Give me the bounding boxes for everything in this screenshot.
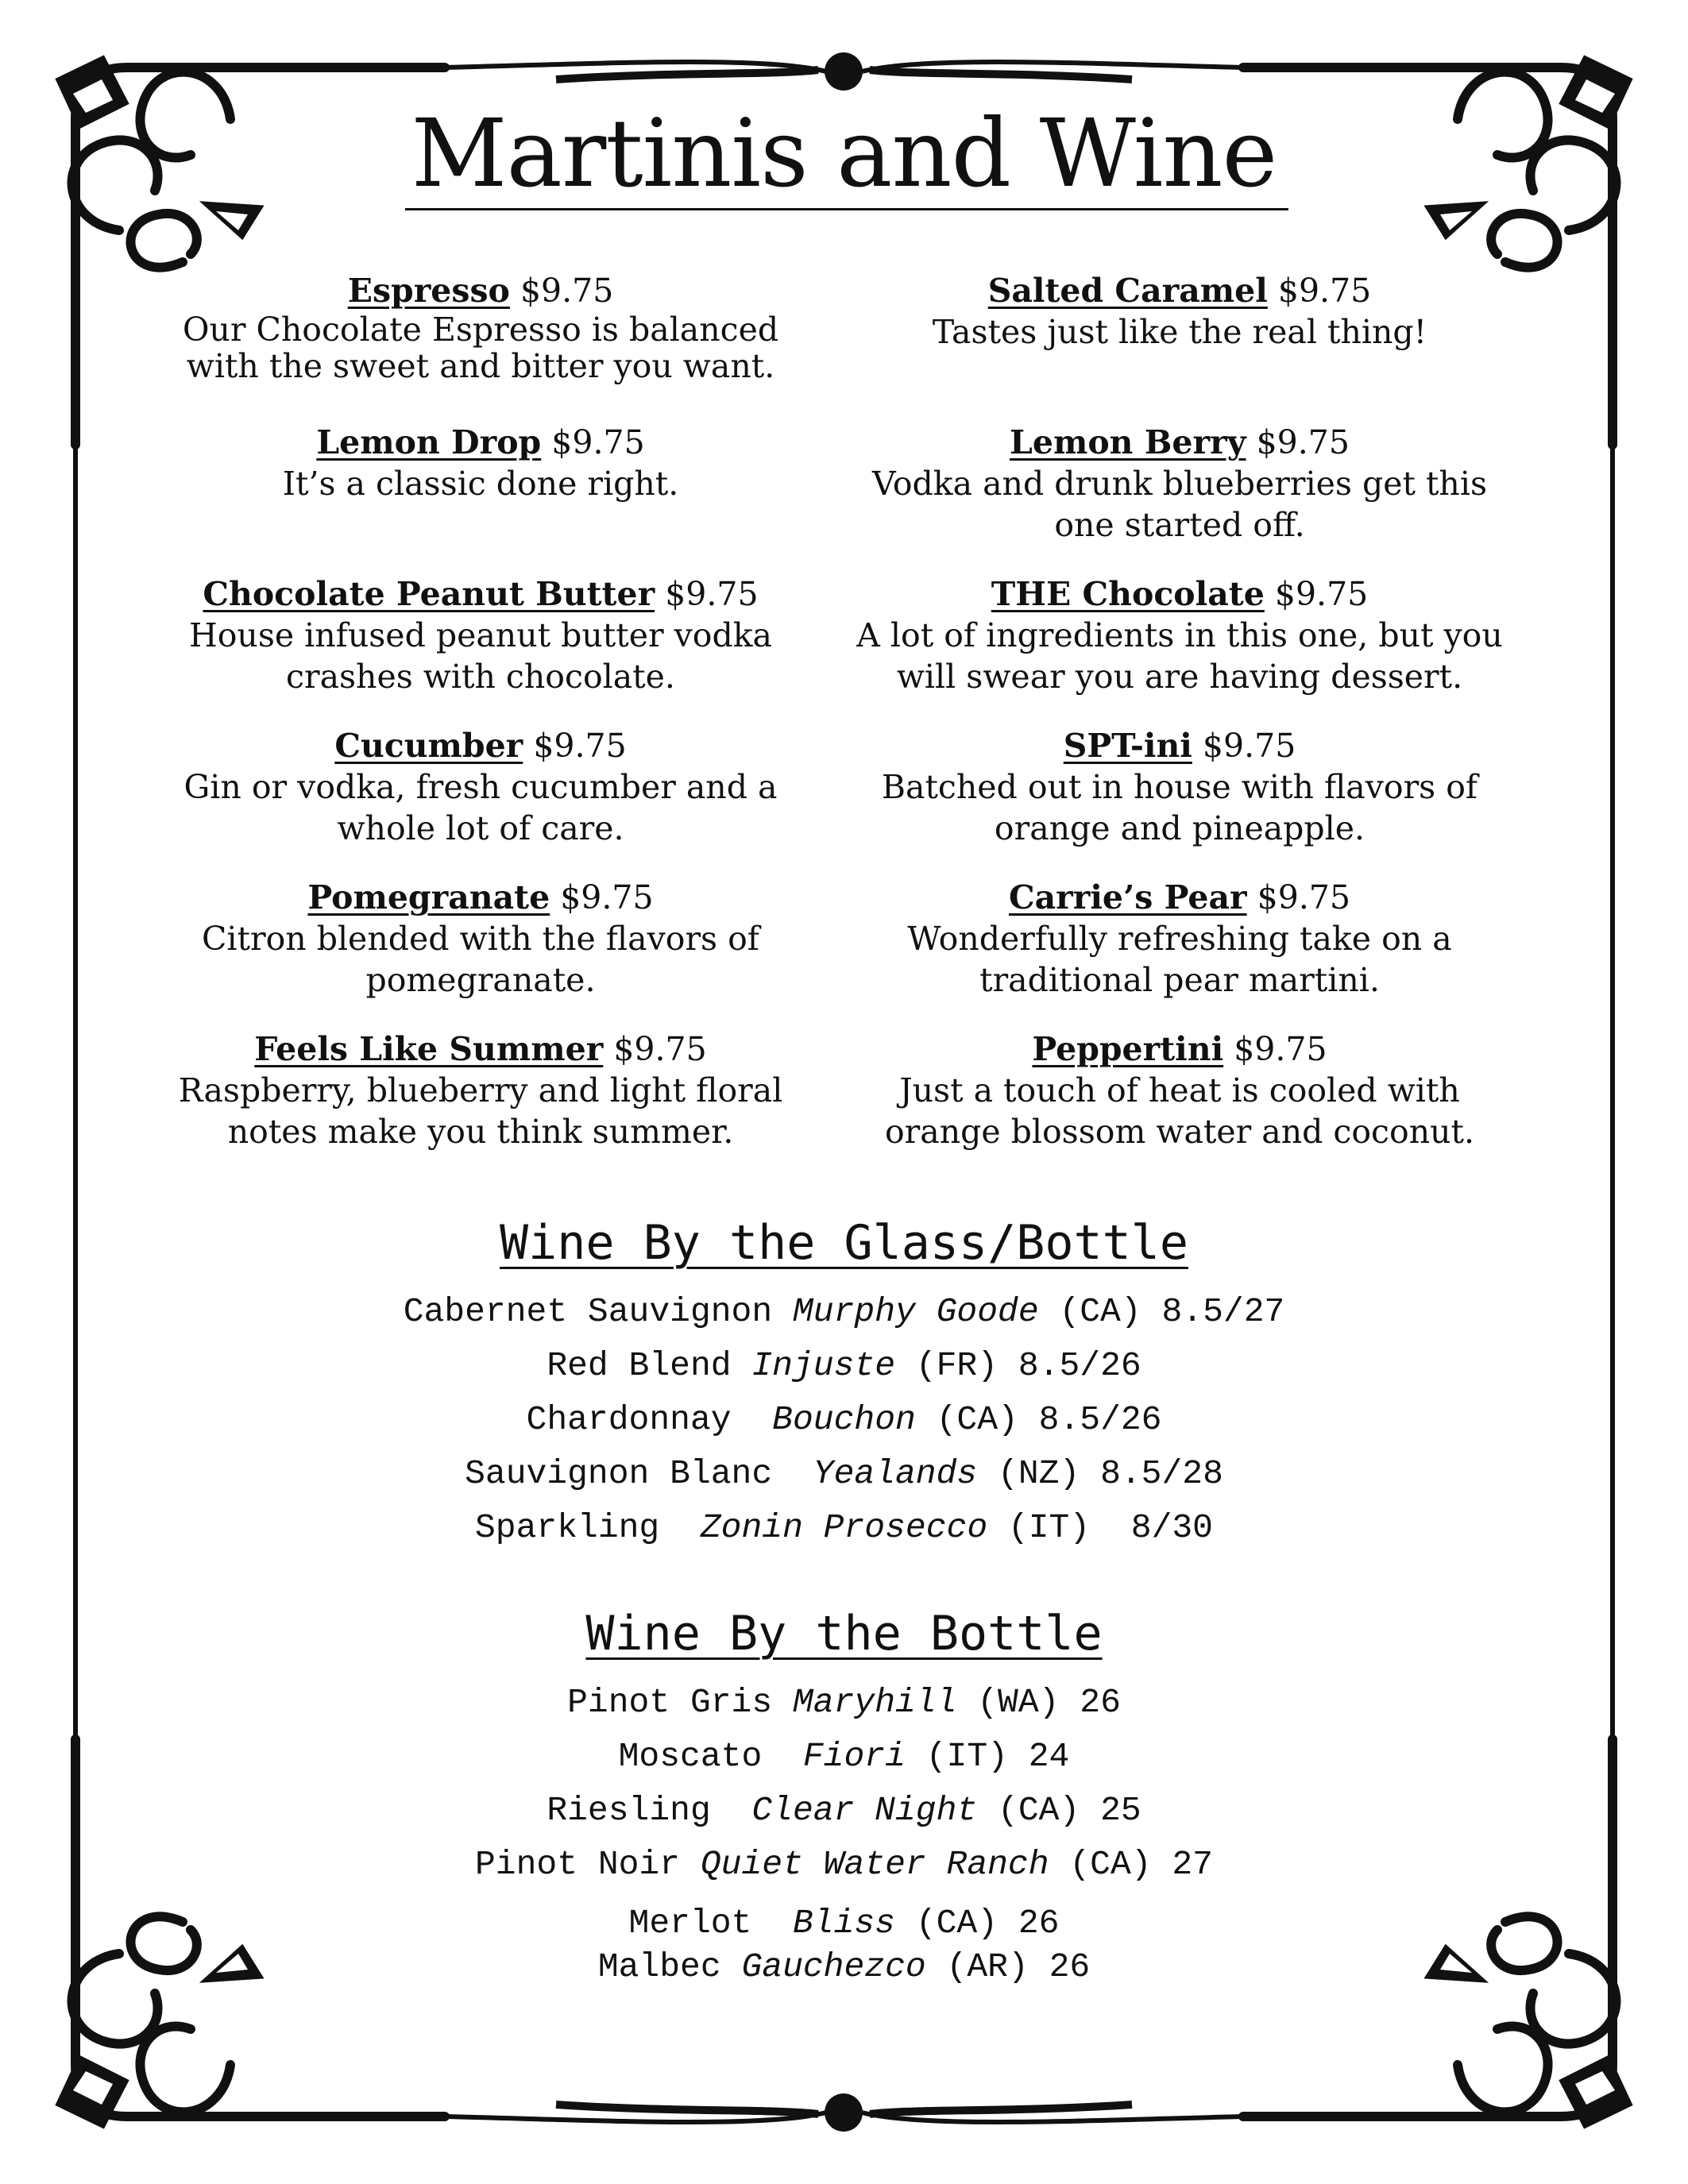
item-name: SPT-ini <box>1063 727 1192 765</box>
wine-item <box>0 1447 1688 1501</box>
item-price: $9.75 <box>1274 575 1369 613</box>
wine-glass-list <box>0 1285 1688 1555</box>
item-name: Salted Caramel <box>987 272 1268 310</box>
wine-item <box>0 1285 1688 1339</box>
wine-price: 26 <box>1049 1947 1091 1986</box>
wine-producer: Quiet Water Ranch <box>700 1845 1049 1884</box>
wine-varietal: Riesling <box>547 1791 711 1830</box>
wine-region: (AR) <box>946 1947 1029 1986</box>
wine-item <box>0 1892 1688 1943</box>
item-desc-line: Batched out in house with flavors of <box>881 768 1478 806</box>
wine-producer: Clear Night <box>751 1791 978 1830</box>
item-price: $9.75 <box>1256 423 1350 461</box>
wine-item <box>0 1784 1688 1838</box>
wine-price: 27 <box>1172 1845 1213 1884</box>
wine-producer: Zonin Prosecco <box>700 1508 988 1547</box>
item-desc-line: orange blossom water and coconut. <box>884 1113 1475 1151</box>
item-desc-line: one started off. <box>1054 506 1305 544</box>
wine-region: (NZ) <box>998 1454 1080 1493</box>
wine-region: (IT) <box>1007 1508 1091 1547</box>
item-desc-line: Raspberry, blueberry and light floral <box>178 1071 783 1109</box>
wine-price: 26 <box>1018 1904 1060 1943</box>
wine-region: (IT) <box>925 1737 1008 1776</box>
item-name: Peppertini <box>1032 1030 1224 1068</box>
item-price: $9.75 <box>665 575 759 613</box>
wine-item <box>0 1730 1688 1784</box>
wine-price: 8.5/27 <box>1161 1292 1285 1331</box>
item-price: $9.75 <box>1234 1030 1327 1068</box>
item-desc-line: traditional pear martini. <box>979 961 1380 999</box>
wine-price: 8.5/26 <box>1018 1346 1141 1385</box>
wine-varietal: Chardonnay <box>526 1400 732 1439</box>
item-name: Pomegranate <box>307 878 550 916</box>
item-desc-line: will swear you are having dessert. <box>896 658 1463 696</box>
wine-price: 26 <box>1080 1683 1121 1722</box>
martini-item <box>838 725 1521 849</box>
item-desc-line: notes make you think summer. <box>227 1113 734 1151</box>
item-name: Feels Like Summer <box>254 1030 604 1068</box>
item-name: Chocolate Peanut Butter <box>203 575 655 613</box>
item-price: $9.75 <box>551 423 645 461</box>
martini-item <box>139 877 822 1001</box>
martini-item <box>139 270 822 384</box>
item-desc-line: whole lot of care. <box>337 809 624 847</box>
wine-glass-heading: Wine By the Glass/Bottle <box>500 1215 1188 1271</box>
wine-region: (CA) <box>1059 1292 1141 1331</box>
martini-item <box>139 725 822 849</box>
wine-producer: Bouchon <box>772 1400 916 1439</box>
title-underline <box>405 208 1288 210</box>
wine-varietal: Red Blend <box>547 1346 732 1385</box>
item-desc-line: A lot of ingredients in this one, but you <box>856 616 1503 654</box>
item-name: Espresso <box>347 272 510 310</box>
item-price: $9.75 <box>1277 272 1372 310</box>
wine-region: (CA) <box>915 1904 999 1943</box>
wine-item <box>0 1339 1688 1393</box>
item-name: Lemon Berry <box>1010 423 1246 461</box>
item-desc-line: It’s a classic done right. <box>282 465 679 503</box>
wine-price: 8/30 <box>1130 1508 1213 1547</box>
wine-varietal: Pinot Noir <box>475 1845 681 1884</box>
martini-item <box>838 1028 1521 1152</box>
item-price: $9.75 <box>613 1030 707 1068</box>
martini-item <box>139 573 822 697</box>
martini-item <box>838 573 1521 697</box>
wine-item <box>0 1501 1688 1555</box>
item-price: $9.75 <box>1202 727 1296 765</box>
wine-producer: Fiori <box>802 1737 906 1776</box>
wine-varietal: Pinot Gris <box>567 1683 773 1722</box>
wine-varietal: Cabernet Sauvignon <box>403 1292 773 1331</box>
martini-item <box>139 422 822 504</box>
item-price: $9.75 <box>560 878 654 916</box>
item-desc-line: Gin or vodka, fresh cucumber and a <box>183 768 778 806</box>
wine-item <box>0 1393 1688 1447</box>
wine-region: (CA) <box>936 1400 1018 1439</box>
wine-region: (FR) <box>915 1346 999 1385</box>
wine-producer: Gauchezco <box>741 1947 926 1986</box>
wine-region: (CA) <box>1069 1845 1152 1884</box>
item-desc-line: pomegranate. <box>365 961 596 999</box>
wine-region: (WA) <box>977 1683 1060 1722</box>
item-desc-line: crashes with chocolate. <box>286 658 675 696</box>
item-desc-line: with the sweet and bitter you want. <box>186 347 775 385</box>
wine-producer: Yealands <box>813 1454 978 1493</box>
item-desc-line: orange and pineapple. <box>994 809 1365 847</box>
wine-bottle-heading: Wine By the Bottle <box>585 1606 1103 1661</box>
wine-price: 25 <box>1100 1791 1141 1830</box>
wine-price: 24 <box>1028 1737 1070 1776</box>
martini-item <box>838 877 1521 1001</box>
item-price: $9.75 <box>520 272 614 310</box>
wine-varietal: Sauvignon Blanc <box>465 1454 773 1493</box>
wine-producer: Maryhill <box>792 1683 957 1722</box>
wine-producer: Injuste <box>751 1346 896 1385</box>
martini-item <box>139 1028 822 1152</box>
item-desc-line: Just a touch of heat is cooled with <box>899 1071 1460 1109</box>
item-name: Cucumber <box>334 727 523 765</box>
wine-producer: Murphy Goode <box>792 1292 1039 1331</box>
wine-producer: Bliss <box>792 1904 895 1943</box>
item-name: THE Chocolate <box>991 575 1265 613</box>
page-title: Martinis and Wine <box>411 98 1277 208</box>
wine-varietal: Moscato <box>618 1737 763 1776</box>
wine-bottle-list <box>0 1676 1688 1987</box>
wine-item <box>0 1676 1688 1730</box>
item-desc-line: Our Chocolate Espresso is balanced <box>182 311 779 349</box>
wine-item <box>0 1838 1688 1892</box>
item-name: Carrie’s Pear <box>1008 878 1247 916</box>
item-price: $9.75 <box>533 727 627 765</box>
wine-varietal: Malbec <box>597 1947 721 1986</box>
item-desc-line: Citron blended with the flavors of <box>202 920 759 958</box>
item-price: $9.75 <box>1257 878 1351 916</box>
wine-price: 8.5/26 <box>1038 1400 1162 1439</box>
wine-price: 8.5/28 <box>1100 1454 1223 1493</box>
item-desc-line: House infused peanut butter vodka <box>188 616 773 654</box>
item-desc-line: Tastes just like the real thing! <box>932 313 1427 351</box>
item-desc-line: Wonderfully refreshing take on a <box>907 920 1452 958</box>
item-desc-line: Vodka and drunk blueberries get this <box>872 465 1487 503</box>
wine-item <box>0 1939 1688 1987</box>
martini-item <box>838 422 1521 546</box>
wine-varietal: Merlot <box>628 1904 752 1943</box>
martini-item <box>838 270 1521 353</box>
item-name: Lemon Drop <box>316 423 542 461</box>
wine-region: (CA) <box>998 1791 1080 1830</box>
wine-varietal: Sparkling <box>475 1508 660 1547</box>
